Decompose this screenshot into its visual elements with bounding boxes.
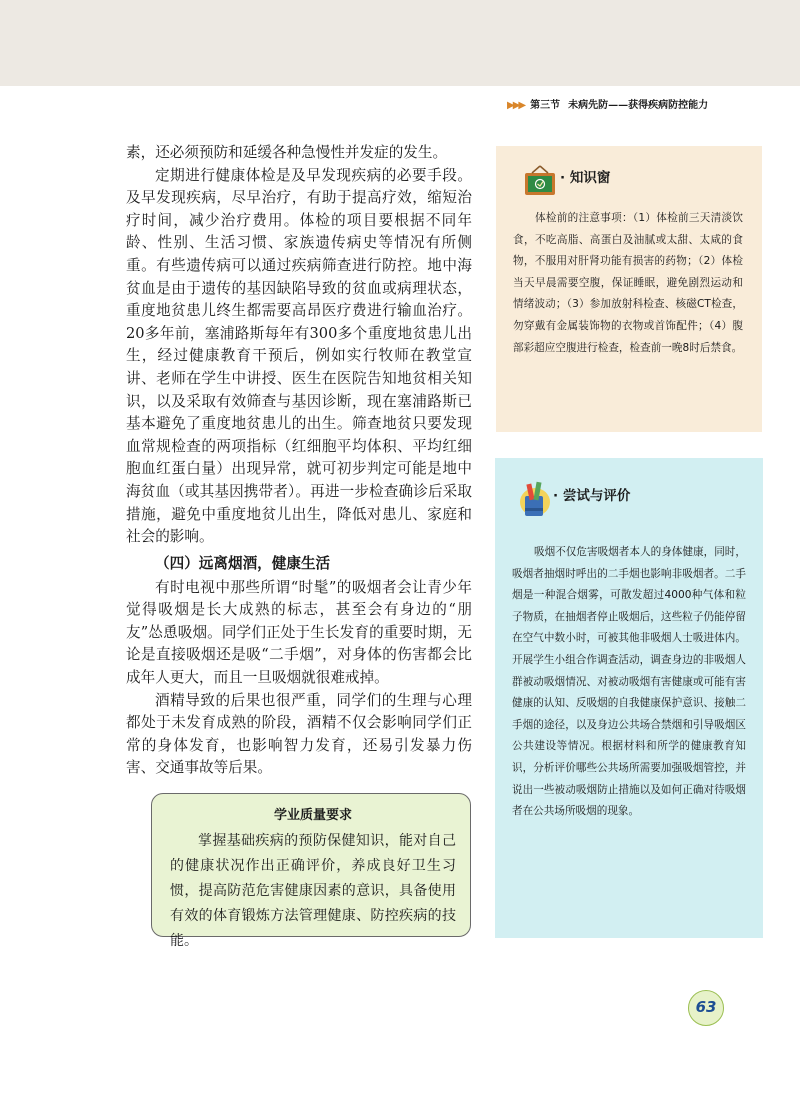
quality-title: 学业质量要求	[273, 808, 352, 823]
paragraph-health-checkup: 定期进行健康体检是及早发现疾病的必要手段。及早发现疾病，尽早治疗，有助于提高疗效，缩短治疗时间，减少治疗费用。体检的项目要根据不同年龄、性别、生活习惯、家族遗传病史等情况有所侧重。有些遗传病可以通过疾病筛查进行防控。地中海贫血是由于遗传的基因缺陷导致的贫血或病理状态，重度地贫患儿终生都需要高昂医疗费进行输血治疗。20多年前，塞浦路斯每年有300多个重度地贫患儿出生，经过健康教育干预后，例如实行牧师在教堂宣讲、老师在学生中讲授、医生在医院告知地贫相关知识，以及采取有效筛查与基因诊断，现在塞浦路斯已基本避免了重度地贫患儿的出生。筛查地贫只要发现血常规检查的两项指标（红细胞平均体积、平均红细胞血红蛋白量）出现异常，就可初步判定可能是地中海贫血（或其基因携带者）。再进一步检查确诊后采取措施，避免中重度地贫儿出生，降低对患儿、家庭和社会的影响。	[126, 166, 472, 546]
try-body-wrap	[512, 542, 746, 823]
paragraph-continued: 素，还必须预防和延缓各种急慢性并发症的发生。	[126, 144, 448, 161]
knowledge-body: 体检前的注意事项：（1）体检前三天清淡饮食，不吃高脂、高蛋白及油腻或太甜、太咸的食物，不服用对肝肾功能有损害的药物；（2）体检当天早晨需要空腹，保证睡眠，避免剧烈运动和情绪波动；（3）参加放射科检查、核磁CT检查，勿穿戴有金属装饰物的衣物或首饰配件；（4）腹部彩超应空腹进行检查，检查前一晚8时后禁食。	[513, 212, 743, 354]
quality-body: 掌握基础疾病的预防保健知识，能对自己的健康状况作出正确评价，养成良好卫生习惯，提高防范危害健康因素的意识，具备使用有效的体育锻炼方法管理健康、防控疾病的技能。	[170, 833, 456, 949]
academic-quality-box	[151, 793, 471, 949]
section-heading: （四）远离烟酒，健康生活	[155, 554, 331, 572]
knowledge-body-wrap	[513, 208, 743, 359]
knowledge-title: · 知识窗	[560, 170, 611, 186]
try-title: · 尝试与评价	[553, 488, 631, 504]
knowledge-window-box	[496, 146, 762, 432]
try-and-evaluate-box	[495, 458, 763, 938]
chalkboard-icon	[522, 164, 558, 198]
header-arrows-icon: ▶▶▶	[507, 100, 525, 111]
section-title: 未病先防——获得疾病防控能力	[568, 100, 709, 111]
running-header	[507, 96, 792, 112]
section-number: 第三节	[530, 100, 561, 111]
main-text-column	[126, 142, 472, 780]
paragraph-alcohol: 酒精导致的后果也很严重，同学们的生理与心理都处于未发育成熟的阶段，酒精不仅会影响同学们正常的身体发育，也影响智力发育，还易引发暴力伤害、交通事故等后果。	[126, 691, 472, 777]
page-number: 63	[688, 990, 724, 1026]
try-body: 吸烟不仅危害吸烟者本人的身体健康，同时，吸烟者抽烟时呼出的二手烟也影响非吸烟者。二手烟是一种混合烟雾，可散发超过4000种气体和粒子物质，在抽烟者停止吸烟后，这些粒子仍能停留在空气中数小时，可被其他非吸烟人士吸进体内。开展学生小组合作调查活动，调查身边的非吸烟人群被动吸烟情况、对被动吸烟有害健康或可能有害健康的认知、反吸烟的自我健康保护意识、接触二手烟的途径，以及身边公共场合禁烟和引导吸烟区公共建设等情况。根据材料和所学的健康教育知识，分析评价哪些公共场所需要加强吸烟管控，并说出一些被动吸烟防止措施以及如何正确对待吸烟者在公共场所吸烟的现象。	[512, 546, 746, 818]
pencil-cup-icon	[515, 478, 555, 520]
top-band	[0, 0, 800, 86]
paragraph-smoking: 有时电视中那些所谓“时髦”的吸烟者会让青少年觉得吸烟是长大成熟的标志，甚至会有身边的“朋友”怂恿吸烟。同学们正处于生长发育的重要时期，无论是直接吸烟还是吸“二手烟”，对身体的伤害都会比成年人更大，而且一旦吸烟就很难戒掉。	[126, 578, 472, 687]
